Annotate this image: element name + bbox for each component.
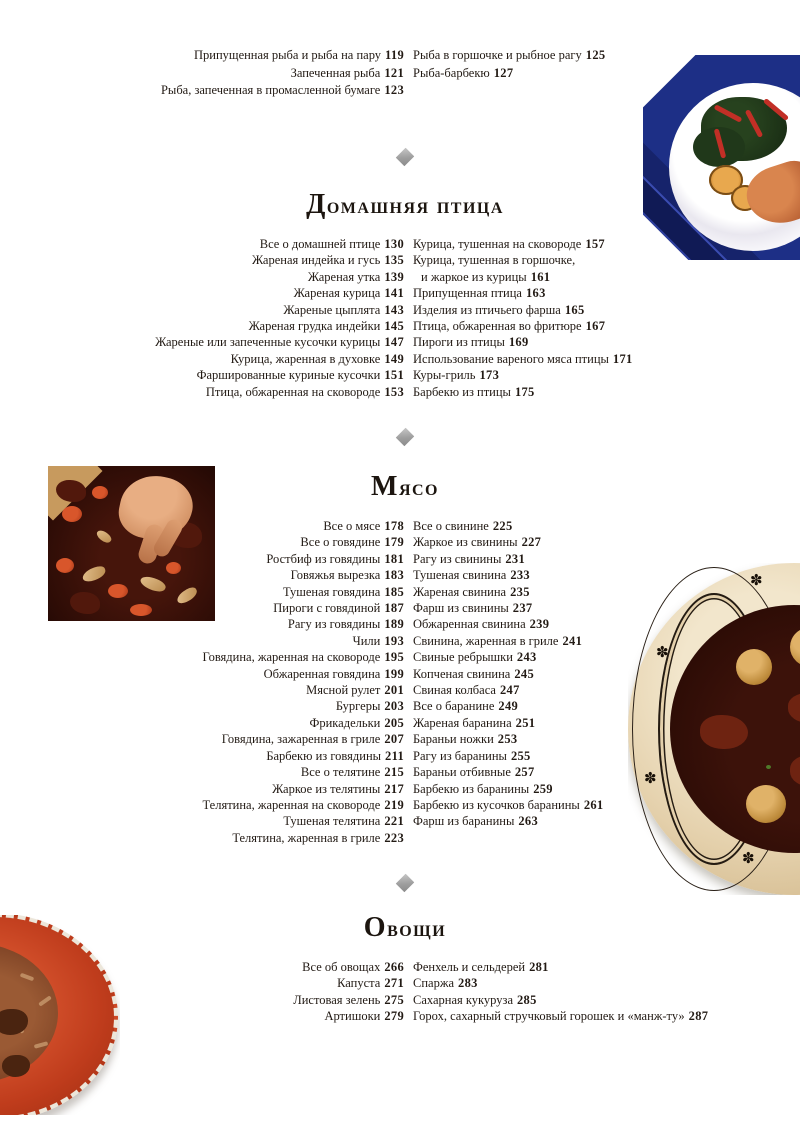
toc-entry-page-number: 141 (384, 286, 404, 301)
toc-entry-title: Курица, тушенная на сковороде (413, 237, 582, 251)
toc-entry-title: Все об овощах (302, 960, 381, 974)
toc-entry-page-number: 285 (517, 992, 537, 1007)
toc-entry-title: Рыба-барбекю (413, 65, 490, 80)
toc-entry-title: Копченая свинина (413, 666, 511, 681)
toc-entry (0, 764, 404, 780)
toc-entry-page-number: 187 (384, 601, 404, 616)
toc-entry-page-number: 259 (533, 781, 553, 796)
section-vegetables (0, 912, 800, 1025)
mushroom (736, 649, 772, 685)
toc-entry-page-number: 173 (479, 368, 500, 383)
toc-entry-title: Бараньи отбивные (413, 765, 511, 780)
toc-entry-page-number: 193 (384, 633, 404, 648)
carrot-slice (108, 584, 128, 598)
toc-entry-title: Жаркое из телятины (272, 781, 381, 796)
toc-entry-page-number: 195 (384, 650, 404, 665)
toc-entry (0, 367, 404, 383)
toc-entry (413, 318, 800, 334)
toc-entry-page-number: 215 (384, 765, 404, 780)
photo-grilled-fish-salad-plate (643, 55, 800, 260)
toc-entry-page-number: 189 (384, 617, 404, 632)
toc-entry-title: Жареная курица (293, 286, 381, 301)
toc-entry (0, 318, 404, 334)
toc-entry (0, 649, 404, 665)
toc-entry (413, 334, 800, 350)
toc-entry-title: Барбекю из птицы (413, 384, 511, 399)
toc-entry-page-number: 249 (498, 699, 519, 714)
toc-entry (413, 269, 800, 285)
toc-entry (413, 518, 800, 534)
toc-entry-page-number: 157 (585, 237, 605, 251)
toc-entry-title: Листовая зелень (293, 992, 381, 1007)
flower-motif: ✽ (750, 571, 763, 589)
toc-entry (413, 367, 800, 383)
toc-entry-page-number: 119 (385, 48, 404, 62)
toc-entry-title: Обжаренная говядина (263, 666, 381, 681)
toc-entry-page-number: 171 (612, 351, 633, 366)
toc-entry-page-number: 253 (497, 732, 518, 747)
toc-entry (413, 351, 800, 367)
toc-entry (0, 285, 404, 301)
meat-chunk (70, 592, 100, 614)
toc-entry (0, 682, 404, 698)
onion-piece (139, 573, 168, 595)
toc-entry-page-number: 275 (384, 992, 404, 1007)
toc-entry-title: Рагу из говядины (287, 617, 381, 632)
toc-entry (0, 830, 404, 846)
toc-entry-page-number: 139 (384, 269, 404, 284)
toc-entry-page-number: 181 (384, 551, 404, 566)
toc-entry-title: Все о телятине (300, 765, 381, 780)
toc-entry-page-number: 271 (384, 976, 404, 991)
toc-entry-page-number: 217 (384, 781, 404, 796)
toc-entry (413, 534, 800, 550)
toc-entry-page-number: 203 (384, 699, 404, 714)
toc-entry-page-number: 151 (384, 368, 404, 383)
toc-entry-title: Тушеная говядина (282, 584, 381, 599)
toc-entry-page-number: 199 (384, 666, 404, 681)
toc-entry-title: Артишоки (324, 1009, 381, 1024)
toc-entry-title: Куры-гриль (413, 368, 476, 383)
toc-entry-page-number: 266 (384, 960, 404, 974)
toc-entry-title: Изделия из птичьего фарша (413, 302, 561, 317)
toc-entry-title: Жареные или запеченные кусочки курицы (155, 335, 381, 350)
toc-entry-title: Барбекю из говядины (266, 748, 382, 763)
toc-entry-title: Жареная индейка и гусь (252, 253, 381, 268)
flower-motif: ✽ (644, 769, 657, 787)
toc-entry-page-number: 123 (384, 83, 404, 98)
toc-entry (0, 334, 404, 350)
toc-entry (0, 47, 404, 65)
toc-column-left (0, 236, 404, 400)
toc-entry-page-number: 201 (384, 683, 404, 698)
toc-entry-title: Чили (352, 633, 381, 648)
toc-entry (0, 65, 404, 83)
toc-entry-title: Фенхель и сельдерей (413, 960, 526, 974)
toc-entry-page-number: 261 (583, 797, 604, 812)
toc-entry (413, 285, 800, 301)
toc-entry-title: Птица, обжаренная на сковороде (205, 384, 381, 399)
toc-entry-page-number: 178 (384, 519, 404, 533)
photo-beef-stew-closeup (48, 466, 215, 621)
toc-entry (0, 633, 404, 649)
toc-entry-page-number: 147 (384, 335, 404, 350)
toc-entry-title: Бараньи ножки (413, 732, 494, 747)
toc-entry-page-number: 279 (384, 1009, 404, 1024)
toc-entry (0, 797, 404, 813)
toc-entry-title: Припущенная рыба и рыба на пару (194, 48, 382, 62)
meat-chunk (788, 693, 800, 723)
toc-entry-title: Использование вареного мяса птицы (413, 351, 609, 366)
toc-entry-page-number: 223 (384, 830, 404, 845)
toc-entry-title: Все о мясе (323, 519, 381, 533)
carrot-slice (62, 506, 82, 522)
toc-entry (0, 715, 404, 731)
toc-entry-page-number: 283 (458, 976, 478, 991)
toc-entry-page-number: 161 (530, 269, 551, 284)
toc-entry-title: Жареная свинина (413, 584, 507, 599)
toc-entry (0, 236, 404, 252)
toc-entry-title: Рыба, запеченная в промасленной бумаге (160, 83, 381, 98)
toc-entry-title: Фаршированные куриные кусочки (196, 368, 381, 383)
toc-column-right (413, 959, 800, 1025)
flower-motif: ✽ (656, 643, 669, 661)
toc-entry-title: Фарш из баранины (413, 814, 515, 829)
toc-entry-page-number: 239 (529, 617, 550, 632)
toc-entry-title: Жаркое из свинины (413, 535, 518, 550)
toc-entry-page-number: 183 (384, 568, 404, 583)
section-heading-meat: Мясо (371, 471, 439, 502)
carrot-slice (92, 486, 108, 499)
toc-entry (0, 781, 404, 797)
toc-entry-page-number: 145 (384, 319, 404, 334)
toc-entry-page-number: 245 (514, 666, 535, 681)
toc-entry (0, 813, 404, 829)
toc-entry-title: Мясной рулет (306, 683, 381, 698)
toc-entry-title: Жареные цыплята (283, 302, 381, 317)
toc-entry-title: Говяжья вырезка (290, 568, 381, 583)
toc-entry-page-number: 167 (585, 319, 606, 334)
toc-entry-title: Свинина, жаренная в гриле (413, 633, 559, 648)
mushroom (790, 627, 800, 667)
toc-entry-title: Рагу из свинины (413, 551, 502, 566)
toc-entry-page-number: 233 (510, 568, 530, 583)
toc-entry-page-number: 237 (512, 601, 533, 616)
toc-entry-page-number: 185 (384, 584, 404, 599)
toc-entry (0, 351, 404, 367)
toc-entry-title: Птица, обжаренная во фритюре (413, 319, 582, 334)
toc-entry-title: Жареная утка (307, 269, 381, 284)
toc-entry-page-number: 207 (384, 732, 404, 747)
toc-entry-page-number: 163 (525, 286, 546, 301)
toc-entry-title: Запеченная рыба (290, 65, 381, 80)
toc-entry-page-number: 121 (384, 65, 404, 80)
toc-entry-page-number: 247 (499, 683, 520, 698)
toc-entry-title: Сахарная кукуруза (413, 992, 513, 1007)
flower-motif: ✽ (742, 849, 755, 867)
toc-entry-title: Фрикадельки (309, 715, 381, 730)
toc-entry-title: Ростбиф из говядины (266, 551, 381, 566)
toc-entry-title: Пироги с говядиной (273, 601, 381, 616)
toc-entry (0, 269, 404, 285)
toc-entry (413, 384, 800, 400)
toc-entry-title: Фарш из свинины (413, 601, 509, 616)
toc-entry-title: Говядина, зажаренная в гриле (221, 732, 381, 747)
toc-entry (0, 748, 404, 764)
toc-entry-title: Телятина, жаренная на сковороде (202, 797, 381, 812)
toc-entry-title: Пироги из птицы (413, 335, 505, 350)
toc-entry (0, 302, 404, 318)
toc-entry-title: и жаркое из курицы (421, 269, 527, 284)
toc-entry-page-number: 179 (384, 535, 404, 550)
toc-entry-page-number: 251 (515, 715, 536, 730)
toc-entry-page-number: 241 (562, 633, 583, 648)
onion-piece (95, 528, 113, 545)
section-heading-vegetables: Овощи (363, 912, 447, 943)
toc-entry-title: Припущенная птица (413, 286, 522, 301)
parsley-fleck (766, 765, 771, 769)
toc-entry-title: Обжаренная свинина (413, 617, 526, 632)
toc-entry-title: Жареная грудка индейки (248, 319, 381, 334)
toc-entry-page-number: 219 (384, 797, 404, 812)
toc-entry (0, 666, 404, 682)
toc-entry-page-number: 127 (493, 65, 514, 80)
toc-entry-page-number: 243 (516, 650, 537, 665)
toc-entry-title: Жареная баранина (413, 715, 512, 730)
toc-entry-title: Все о баранине (413, 699, 495, 714)
toc-entry (0, 384, 404, 400)
toc-entry-title: Говядина, жаренная на сковороде (202, 650, 381, 665)
toc-entry-page-number: 149 (384, 351, 404, 366)
toc-entry-page-number: 263 (518, 814, 539, 829)
diamond-divider (396, 428, 414, 446)
section-heading-poultry: Домашняя птица (306, 189, 504, 220)
toc-column-left (0, 47, 404, 100)
toc-entry-page-number: 225 (492, 519, 513, 533)
toc-entry-title: Все о говядине (300, 535, 381, 550)
toc-entry-title: Горох, сахарный стручковый горошек и «манж-ту» (413, 1009, 685, 1024)
toc-entry-page-number: 257 (514, 765, 535, 780)
toc-entry-title: Рагу из баранины (413, 748, 507, 763)
toc-entry (413, 1008, 800, 1024)
photo-rice-dish-red-plate (0, 915, 120, 1115)
toc-entry-title: Тушеная свинина (413, 568, 507, 583)
toc-entry-page-number: 125 (585, 48, 606, 62)
carrot-slice (166, 562, 181, 574)
toc-entry-page-number: 287 (688, 1009, 709, 1024)
toc-entry (0, 731, 404, 747)
photo-beef-mushroom-stew-plate (628, 563, 800, 895)
toc-entry-title: Все о домашней птице (259, 237, 381, 251)
mushroom (746, 785, 786, 823)
toc-entry-page-number: 153 (384, 384, 404, 399)
toc-entry-title: Спаржа (413, 976, 455, 991)
toc-entry (413, 302, 800, 318)
carrot-slice (56, 558, 74, 573)
onion-piece (175, 585, 200, 606)
toc-entry (0, 82, 404, 100)
toc-entry (413, 992, 800, 1008)
meat-chunk (700, 715, 748, 749)
toc-entry-page-number: 135 (384, 253, 404, 268)
toc-entry-page-number: 231 (505, 551, 526, 566)
diamond-divider (396, 148, 414, 166)
toc-entry-title: Барбекю из кусочков баранины (413, 797, 580, 812)
carrot-slice (130, 604, 152, 616)
toc-entry-page-number: 205 (384, 715, 404, 730)
toc-entry-page-number: 169 (508, 335, 529, 350)
toc-entry-title: Бургеры (335, 699, 381, 714)
toc-entry-page-number: 281 (529, 960, 549, 974)
toc-entry-title: Курица, жаренная в духовке (230, 351, 381, 366)
toc-entry-page-number: 175 (514, 384, 535, 399)
toc-entry-title: Барбекю из баранины (413, 781, 530, 796)
diamond-divider (396, 874, 414, 892)
toc-entry-page-number: 221 (384, 814, 404, 829)
toc-entry-title: Все о свинине (413, 519, 489, 533)
toc-entry (413, 959, 800, 975)
meat-chunk (790, 755, 800, 787)
toc-entry-title: Тушеная телятина (283, 814, 381, 829)
toc-entry-page-number: 130 (384, 237, 404, 251)
toc-entry (0, 252, 404, 268)
toc-entry-title: Свиные ребрышки (413, 650, 513, 665)
onion-piece (81, 564, 108, 583)
toc-entry-title: Телятина, жаренная в гриле (232, 830, 381, 845)
toc-entry-title: Свиная колбаса (413, 683, 496, 698)
toc-entry-page-number: 235 (510, 584, 530, 599)
toc-entry-page-number: 211 (385, 748, 404, 763)
toc-entry-title: Капуста (337, 976, 381, 991)
toc-entry (0, 698, 404, 714)
toc-entry-title: Курица, тушенная в горшочке, (413, 253, 576, 268)
toc-column-right (413, 236, 800, 400)
toc-entry-page-number: 165 (564, 302, 585, 317)
toc-entry (413, 975, 800, 991)
toc-entry-page-number: 255 (510, 748, 531, 763)
toc-entry-page-number: 227 (521, 535, 542, 550)
toc-entry-title: Рыба в горшочке и рыбное рагу (413, 48, 582, 62)
toc-entry-page-number: 143 (384, 302, 404, 317)
